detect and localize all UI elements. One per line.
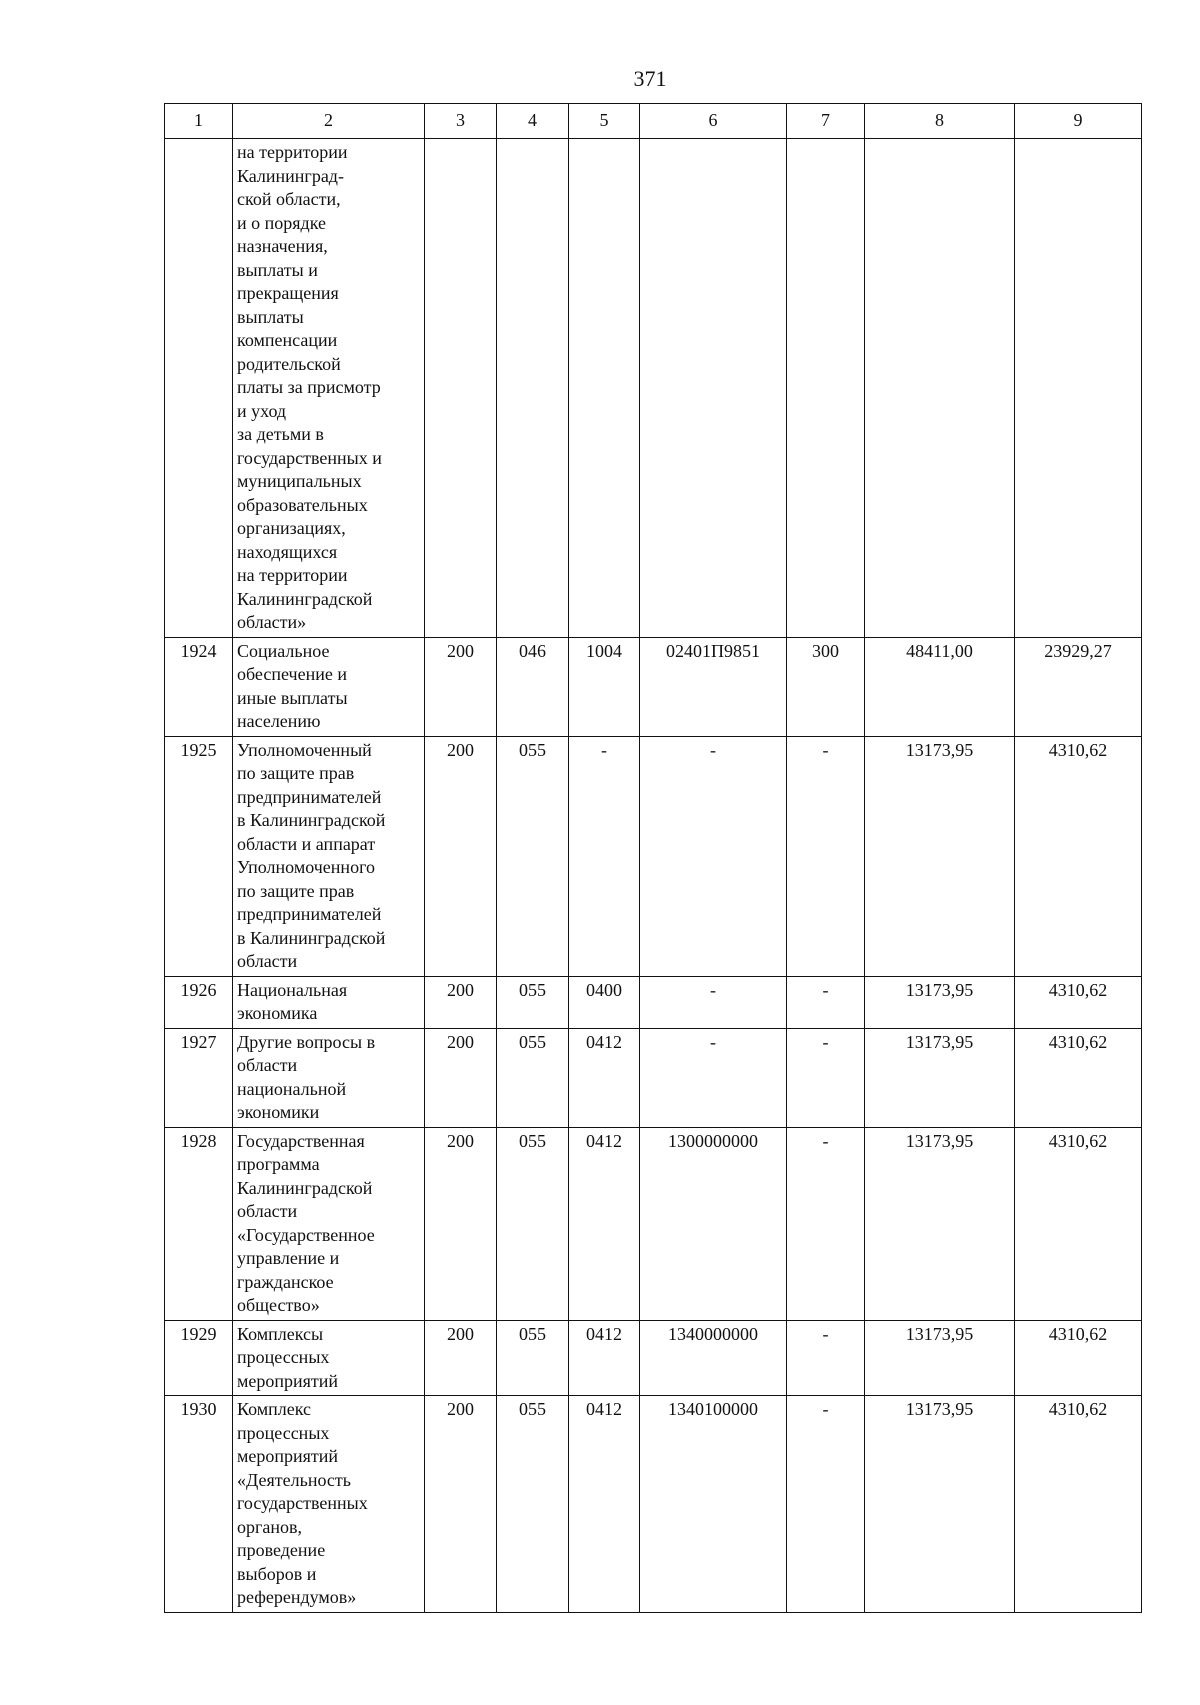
amount-col-9-cell: 4310,62 — [1015, 736, 1142, 976]
header-col-5: 5 — [569, 104, 640, 139]
target-article-cell: - — [640, 736, 787, 976]
amount-col-8-cell: 13173,95 — [865, 1396, 1015, 1613]
row-number-cell: 1924 — [165, 637, 233, 736]
row-number-cell: 1928 — [165, 1127, 233, 1320]
chapter-code-cell: 200 — [425, 637, 497, 736]
amount-col-8-cell: 13173,95 — [865, 1127, 1015, 1320]
chapter-code-cell: 200 — [425, 976, 497, 1028]
row-number-cell — [165, 139, 233, 638]
expense-type-cell: - — [787, 736, 865, 976]
department-code-cell: 055 — [497, 1320, 569, 1396]
table-row — [165, 1127, 1142, 1320]
section-code-cell: - — [569, 736, 640, 976]
chapter-code-cell: 200 — [425, 1320, 497, 1396]
table-row — [165, 976, 1142, 1028]
amount-col-9-cell: 4310,62 — [1015, 1396, 1142, 1613]
target-article-cell: - — [640, 976, 787, 1028]
expense-type-cell: - — [787, 1028, 865, 1127]
header-col-3: 3 — [425, 104, 497, 139]
expense-type-cell: - — [787, 1320, 865, 1396]
chapter-code-cell — [425, 139, 497, 638]
department-code-cell: 055 — [497, 1127, 569, 1320]
department-code-cell: 046 — [497, 637, 569, 736]
table-row — [165, 139, 1142, 638]
budget-table — [164, 103, 1142, 1613]
expense-type-cell: 300 — [787, 637, 865, 736]
row-name-cell: Другие вопросы в области национальной экономики — [233, 1028, 425, 1127]
header-col-2: 2 — [233, 104, 425, 139]
header-col-4: 4 — [497, 104, 569, 139]
row-number-cell: 1929 — [165, 1320, 233, 1396]
page-number: 371 — [633, 66, 667, 91]
target-article-cell: - — [640, 1028, 787, 1127]
amount-col-8-cell: 13173,95 — [865, 1028, 1015, 1127]
chapter-code-cell: 200 — [425, 1396, 497, 1613]
row-name-cell: Социальное обеспечение и иные выплаты населению — [233, 637, 425, 736]
row-number-cell: 1930 — [165, 1396, 233, 1613]
amount-col-9-cell: 4310,62 — [1015, 976, 1142, 1028]
department-code-cell: 055 — [497, 1028, 569, 1127]
target-article-cell: 1300000000 — [640, 1127, 787, 1320]
expense-type-cell: - — [787, 1127, 865, 1320]
chapter-code-cell: 200 — [425, 736, 497, 976]
table-row — [165, 1396, 1142, 1613]
row-number-cell: 1927 — [165, 1028, 233, 1127]
amount-col-9-cell: 4310,62 — [1015, 1320, 1142, 1396]
department-code-cell: 055 — [497, 1396, 569, 1613]
table-row — [165, 736, 1142, 976]
row-name-cell: на территории Калининград- ской области, и о порядке назначения, выплаты и прекращения выплаты компенсации родительской платы за присмотр и уход за детьми в государственных и муниципальных образовательных организациях, находящихся на территории Калининградской области» — [233, 139, 425, 638]
section-code-cell: 0412 — [569, 1396, 640, 1613]
amount-col-8-cell: 13173,95 — [865, 1320, 1015, 1396]
amount-col-9-cell: 4310,62 — [1015, 1028, 1142, 1127]
row-name-cell: Комплекс процессных мероприятий «Деятельность государственных органов, проведение выборов и референдумов» — [233, 1396, 425, 1613]
header-col-7: 7 — [787, 104, 865, 139]
row-name-cell: Государственная программа Калининградской области «Государственное управление и гражданское общество» — [233, 1127, 425, 1320]
row-name-cell: Комплексы процессных мероприятий — [233, 1320, 425, 1396]
row-number-cell: 1926 — [165, 976, 233, 1028]
target-article-cell: 1340000000 — [640, 1320, 787, 1396]
row-number-cell: 1925 — [165, 736, 233, 976]
expense-type-cell: - — [787, 976, 865, 1028]
section-code-cell: 1004 — [569, 637, 640, 736]
header-col-1: 1 — [165, 104, 233, 139]
amount-col-8-cell — [865, 139, 1015, 638]
expense-type-cell — [787, 139, 865, 638]
table-row — [165, 1028, 1142, 1127]
chapter-code-cell: 200 — [425, 1028, 497, 1127]
header-col-6: 6 — [640, 104, 787, 139]
section-code-cell — [569, 139, 640, 638]
amount-col-8-cell: 13173,95 — [865, 976, 1015, 1028]
expense-type-cell: - — [787, 1396, 865, 1613]
header-row — [165, 104, 1142, 139]
target-article-cell: 02401П9851 — [640, 637, 787, 736]
department-code-cell — [497, 139, 569, 638]
target-article-cell — [640, 139, 787, 638]
row-name-cell: Уполномоченный по защите прав предпринимателей в Калининградской области и аппарат Уполномоченного по защите прав предпринимателей в Калининградской области — [233, 736, 425, 976]
amount-col-8-cell: 13173,95 — [865, 736, 1015, 976]
amount-col-8-cell: 48411,00 — [865, 637, 1015, 736]
row-name-cell: Национальная экономика — [233, 976, 425, 1028]
amount-col-9-cell: 4310,62 — [1015, 1127, 1142, 1320]
table-row — [165, 1320, 1142, 1396]
section-code-cell: 0412 — [569, 1320, 640, 1396]
section-code-cell: 0412 — [569, 1127, 640, 1320]
header-col-8: 8 — [865, 104, 1015, 139]
section-code-cell: 0400 — [569, 976, 640, 1028]
header-col-9: 9 — [1015, 104, 1142, 139]
department-code-cell: 055 — [497, 736, 569, 976]
target-article-cell: 1340100000 — [640, 1396, 787, 1613]
amount-col-9-cell — [1015, 139, 1142, 638]
section-code-cell: 0412 — [569, 1028, 640, 1127]
department-code-cell: 055 — [497, 976, 569, 1028]
amount-col-9-cell: 23929,27 — [1015, 637, 1142, 736]
table-row — [165, 637, 1142, 736]
chapter-code-cell: 200 — [425, 1127, 497, 1320]
